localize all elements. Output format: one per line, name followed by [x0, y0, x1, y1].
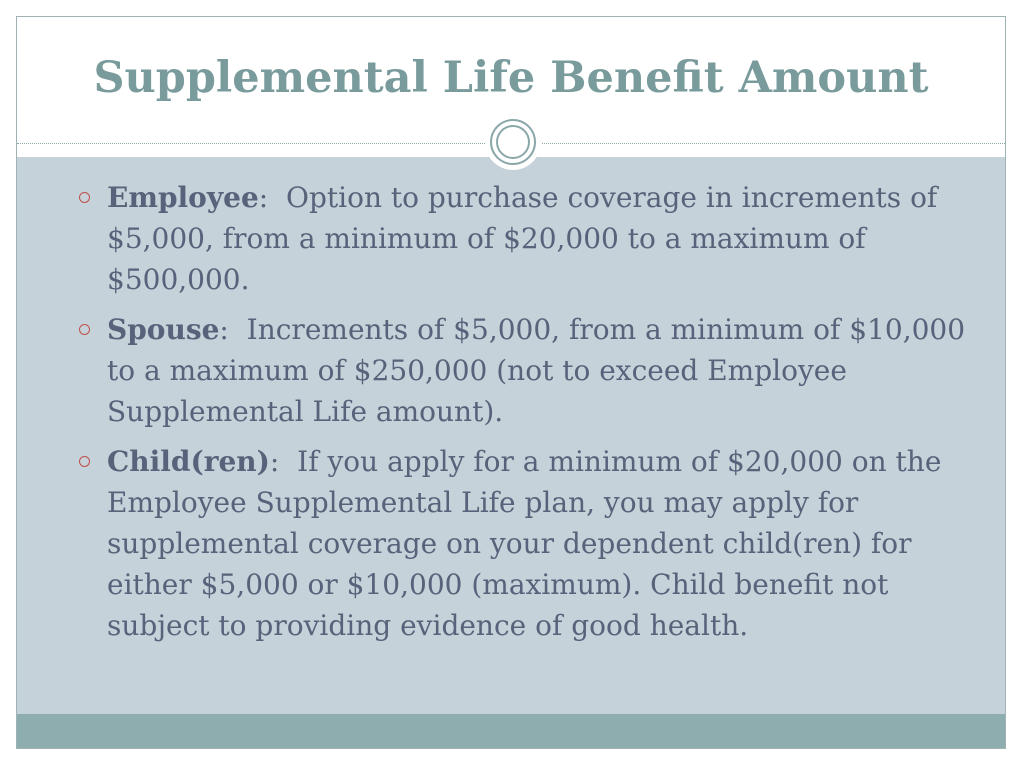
bullet-item-children: [77, 441, 987, 646]
outer-ring: [490, 119, 536, 165]
hollow-circle-bullet-icon: [79, 324, 90, 335]
bullet-term: Employee: [107, 181, 259, 214]
slide-title: Supplemental Life Benefit Amount: [93, 53, 929, 103]
bullet-separator: :: [258, 181, 286, 214]
bullet-item-spouse: [77, 309, 987, 432]
bullet-separator: :: [269, 445, 298, 478]
inner-ring: [496, 125, 530, 159]
bullet-list: [77, 177, 987, 655]
hollow-circle-bullet-icon: [79, 456, 90, 467]
footer-bar: [17, 714, 1005, 748]
bullet-text: Increments of $5,000, from a minimum of $10,000 to a maximum of $250,000 (not to exceed Employee Supplemental Life amount).: [107, 313, 966, 428]
hollow-circle-bullet-icon: [79, 192, 90, 203]
bullet-term: Child(ren): [107, 445, 270, 478]
bullet-text: If you apply for a minimum of $20,000 on the Employee Supplemental Life plan, you may apply for supplemental coverage on your dependent child(ren) for either $5,000 or $10,000 (maximum). Child benefit not subject to providing evidence of good health.: [107, 445, 942, 642]
bullet-item-employee: [77, 177, 987, 300]
double-ring-circle-icon: [485, 114, 541, 170]
bullet-text: Option to purchase coverage in increments of $5,000, from a minimum of $20,000 to a maximum of $500,000.: [107, 181, 938, 296]
bullet-separator: :: [219, 313, 247, 346]
slide: [16, 16, 1006, 749]
bullet-term: Spouse: [107, 313, 220, 346]
